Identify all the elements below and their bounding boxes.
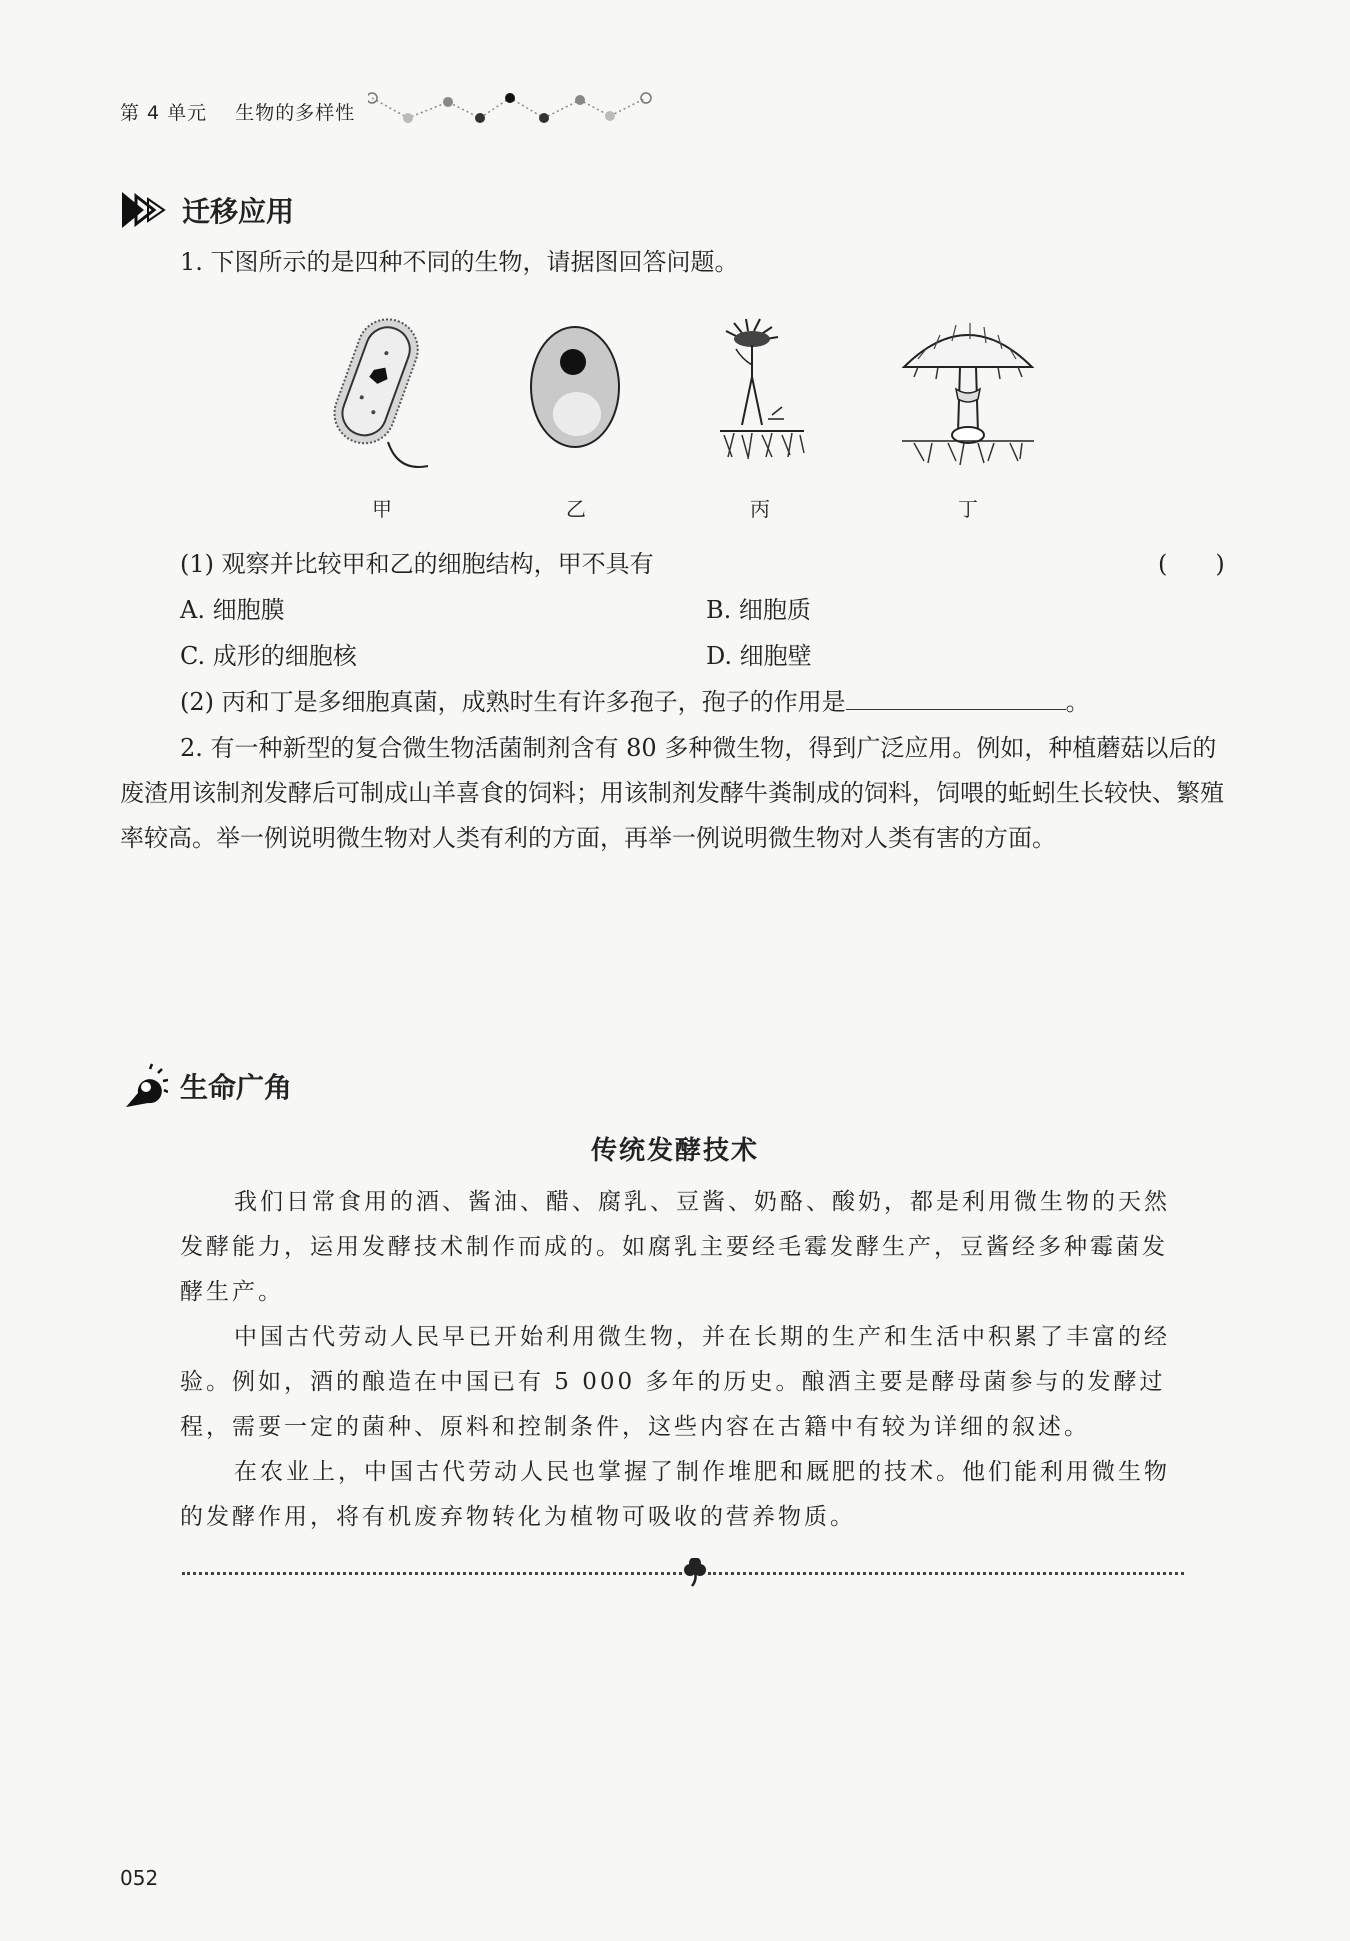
light-bulb-icon: [122, 1063, 168, 1111]
answer-bracket[interactable]: ( ): [1158, 550, 1225, 578]
unit-title: 生物的多样性: [235, 102, 356, 124]
unit-number: 第 4 单元: [120, 102, 208, 124]
option-c[interactable]: C. 成形的细胞核: [180, 642, 357, 670]
yeast-cell-icon: [525, 322, 625, 452]
section-heading-life-panorama: 生命广角: [180, 1071, 293, 1104]
article-body: [180, 1180, 1180, 1540]
article-title: 传统发酵技术: [590, 1136, 759, 1166]
question-1-part-2: [180, 680, 1240, 725]
figure-label-ding: 丁: [958, 497, 978, 521]
answer-blank[interactable]: [846, 687, 1066, 710]
question-1-part-1: (1) 观察并比较甲和乙的细胞结构，甲不具有: [180, 550, 654, 578]
question-1-intro: 1. 下图所示的是四种不同的生物，请据图回答问题。: [180, 248, 739, 276]
option-d[interactable]: D. 细胞壁: [706, 642, 812, 670]
clover-icon: [680, 1558, 710, 1588]
figure-label-bing: 丙: [750, 497, 770, 521]
divider-left: [182, 1572, 682, 1575]
figure-label-jia: 甲: [372, 497, 392, 521]
article-paragraph: 我们日常食用的酒、酱油、醋、腐乳、豆酱、奶酪、酸奶，都是利用微生物的天然发酵能力，运用发酵技术制作而成的。如腐乳主要经毛霉发酵生产，豆酱经多种霉菌发酵生产。: [180, 1189, 1170, 1305]
question-1-part-2-text: (2) 丙和丁是多细胞真菌，成熟时生有许多孢子，孢子的作用是: [180, 688, 846, 716]
option-a[interactable]: A. 细胞膜: [180, 596, 285, 624]
option-b[interactable]: B. 细胞质: [706, 596, 811, 624]
mold-icon: [712, 315, 812, 470]
figure-label-yi: 乙: [566, 497, 586, 521]
running-header: [120, 98, 355, 125]
page-number: 052: [120, 1866, 159, 1890]
mushroom-icon: [898, 315, 1038, 470]
question-1-part-2-end: 。: [1065, 688, 1090, 716]
article-paragraph: 中国古代劳动人民早已开始利用微生物，并在长期的生产和生活中积累了丰富的经验。例如，酒的酿造在中国已有 5 000 多年的历史。酿酒主要是酵母菌参与的发酵过程，需要一定的菌种、原料和控制条件，这些内容在古籍中有较为详细的叙述。: [180, 1324, 1170, 1440]
decorative-dot-chain-icon: [368, 88, 658, 128]
question-2: 2. 有一种新型的复合微生物活菌制剂含有 80 多种微生物，得到广泛应用。例如，种植蘑菇以后的废渣用该制剂发酵后可制成山羊喜食的饲料；用该制剂发酵牛粪制成的饲料，饲喂的蚯蚓生长较快、繁殖率较高。举一例说明微生物对人类有利的方面，再举一例说明微生物对人类有害的方面。: [120, 734, 1224, 852]
divider-right: [708, 1572, 1184, 1575]
article-paragraph: 在农业上，中国古代劳动人民也掌握了制作堆肥和厩肥的技术。他们能利用微生物的发酵作用，将有机废弃物转化为植物可吸收的营养物质。: [180, 1459, 1170, 1530]
bacterium-icon: [318, 312, 438, 472]
section-heading-transfer-application: 迁移应用: [182, 195, 295, 228]
fast-forward-icon: [120, 190, 174, 230]
